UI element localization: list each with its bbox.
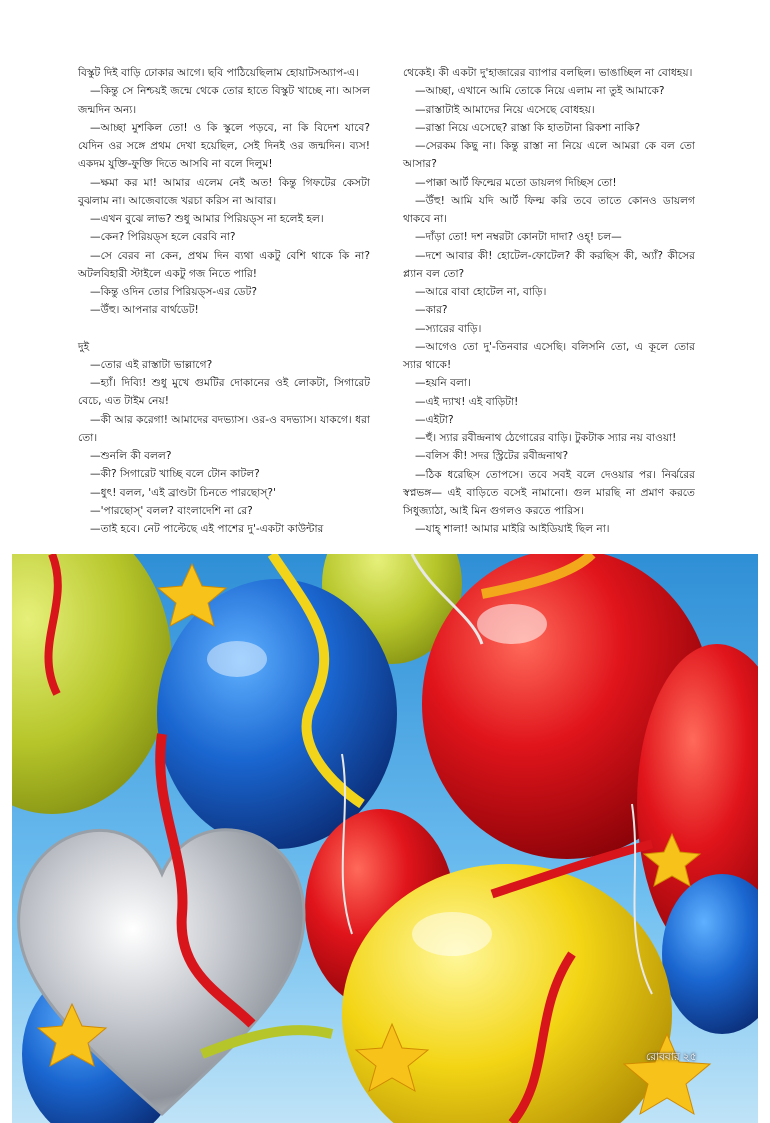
paragraph: —ক্ষমা কর মা! আমার এলেম নেই অত! কিন্তু গিফটের কেসটা বুঝলাম না। আজেবাজে খরচা করিস না আবার।: [78, 176, 370, 207]
article-body: [78, 64, 698, 534]
paragraph: —কী? সিগারেট খাচ্ছি বলে টোন কাটল?: [90, 468, 260, 481]
paragraph: —রাস্তা নিয়ে এসেছে? রাস্তা কি হাতটানা রিকশা নাকি?: [415, 121, 641, 134]
paragraph: —শুনলি কী বলল?: [90, 450, 172, 462]
paragraph: —আচ্ছা, এখানে আমি তোকে নিয়ে এলাম না তুই আমাকে?: [415, 85, 665, 98]
paragraph: —বলিস কী! সদর স্ট্রিটের রবীন্দ্রনাথ?: [415, 450, 569, 463]
paragraph: —দাঁড়া তো! দশ নম্বরটা কোনটা দাদা? ওহ্! চল—: [415, 231, 622, 244]
paragraph: —তোর এই রাস্তাটা ভাল্লাগে?: [90, 358, 213, 371]
paragraph: —হ্যাঁ। দিব্যি! শুধু মুখে গুমটির দোকানের ওই লোকটা, সিগারেট বেচে, এত টাইম নেয়!: [78, 377, 370, 408]
paragraph: —এইটা?: [415, 413, 454, 426]
paragraph: —হুঁ। স্যার রবীন্দ্রনাথ ঠেগোরের বাড়ি। টুকটাক স্যার নয় বাওয়া!: [415, 432, 677, 444]
paragraph: —পাক্কা আর্ট ফিল্মের মতো ডায়লগ দিচ্ছিস তো!: [415, 176, 617, 189]
paragraph: —হয়নি বলা।: [415, 377, 471, 390]
paragraph: —কার?: [415, 304, 448, 317]
paragraph: [78, 320, 370, 338]
paragraph: —কিন্তু ওদিন তোর পিরিয়ড্স-এর ডেট?: [90, 286, 257, 298]
blue-balloon: [157, 579, 397, 849]
paragraph: —ধুৎ! বলল, 'এই ব্রাণ্ডটা চিনতে পারছোস্?': [90, 486, 276, 499]
paragraph: থেকেই। কী একটা দু'হাজারের ব্যাপার বলছিল। ভাঙাচ্ছিল না বোধহয়।: [403, 67, 693, 79]
paragraph: —কেন? পিরিয়ড্স হলে বেরবি না?: [90, 231, 236, 244]
left-column: [78, 64, 370, 538]
paragraph: —আচ্ছা মুশকিল তো! ও কি স্কুলে পড়বে, না কি বিদেশ যাবে? যেদিন ওর সঙ্গে প্রথম দেখা হয়েছিল, সেই দিনই ওর জন্মদিন। ব্যস! একদম যুক্তি-ফুক্তি দিতে আসবি না বলে দিলুম!: [78, 121, 370, 171]
paragraph: —এই দ্যাখ! এই বাড়িটা!: [415, 395, 519, 408]
balloons-illustration: [12, 554, 758, 1123]
paragraph: —সে বেরব না কেন, প্রথম দিন ব্যথা একটু বেশি থাকে কি না? অটলবিহারী স্টাইলে একটু গজ নিতে পারি!: [78, 249, 370, 280]
paragraph: —এখন বুঝে লাভ? শুধু আমার পিরিয়ড্স না হলেই হল।: [90, 213, 324, 225]
paragraph: দুই: [78, 340, 90, 353]
paragraph: —স্যারের বাড়ি।: [415, 322, 482, 335]
paragraph: —উঁহু! আমি যদি আর্ট ফিল্ম করি তবে তাতে কোনও ডায়লগ থাকবে না।: [403, 194, 695, 225]
paragraph: —ঠিক ধরেছিস তোপসে। তবে সবই বলে দেওয়ার পর। নির্ঝরের স্বপ্নভঙ্গ— এই বাড়িতে বসেই নামানো। গুল মারছি না প্রমাণ করতে সিধুজ্যাঠা, আই মিন গুগলও করতে পারিস।: [403, 468, 695, 517]
paragraph: —কী আর করেগা! আমাদের বদভ্যাস। ওর-ও বদভ্যাস। যাকগে। ধরা তো।: [78, 413, 370, 444]
paragraph: —কিন্তু সে নিশ্চয়ই জন্মে থেকে তোর হাতে বিস্কুট খাচ্ছে না। আসল জন্মদিন অন্য।: [78, 85, 370, 116]
paragraph: —তাই হবে। নেট পাল্টেছে এই পাশের দু'-একটা কাউন্টার: [90, 523, 324, 535]
paragraph: —সেরকম কিছু না। কিন্তু রাস্তা না নিয়ে এলে আমরা কে বল তো আসার?: [403, 140, 695, 171]
right-column: [403, 64, 695, 539]
paragraph: বিস্কুট দিই বাড়ি ঢোকার আগে। ছবি পাঠিয়েছিলাম হোয়াটসঅ্যাপ-এ।: [78, 67, 359, 79]
paragraph: —উঁহু। আপনার বার্থডেট!: [90, 304, 199, 317]
paragraph: —রাস্তাটাই আমাদের নিয়ে এসেছে বোধহয়।: [415, 103, 595, 116]
paragraph: —যাহ্ শালা! আমার মাইরি আইডিয়াই ছিল না।: [415, 523, 610, 536]
paragraph: —আরে বাবা হোটেল না, বাড়ি।: [415, 286, 547, 298]
paragraph: —'পারছোস্' বলল? বাংলাদেশি না রে?: [90, 504, 253, 517]
paragraph: —দশে আবার কী! হোটেল-ফোটেল? কী করছিস কী, অ্যাঁ? কীসের প্ল্যান বল তো?: [403, 249, 695, 280]
paragraph: —আগেও তো দু'-তিনবার এসেছি। বলিসনি তো, এ কূলে তোর স্যার থাকে!: [403, 340, 695, 371]
page-footer: রোববার ২৫: [646, 1051, 697, 1063]
